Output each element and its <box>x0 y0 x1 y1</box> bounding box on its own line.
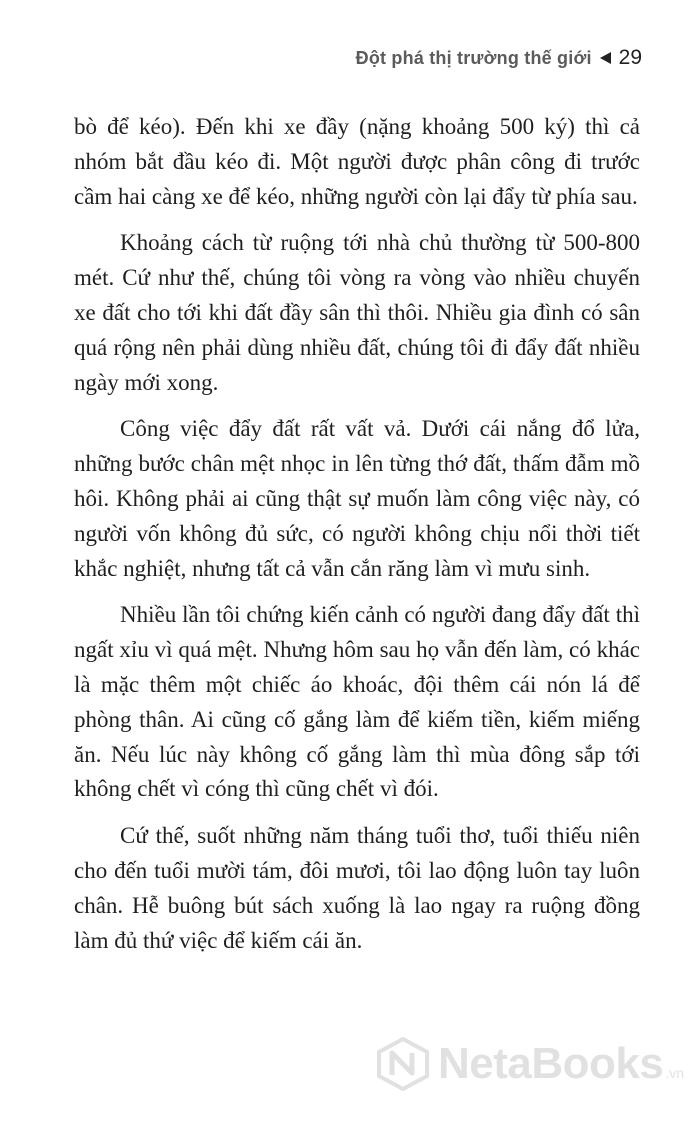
left-arrow-icon <box>600 52 611 64</box>
watermark-domain: .vn <box>665 1065 684 1081</box>
paragraph-2: Khoảng cách từ ruộng tới nhà chủ thường từ 500-800 mét. Cứ như thế, chúng tôi vòng ra vòng vào nhiều chuyến xe đất cho tới khi đất đầy sân thì thôi. Nhiều gia đình có sân quá rộng nên phải dùng nhiều đất, chúng tôi đi đẩy đất nhiều ngày mới xong. <box>74 230 640 395</box>
paragraph-1: bò để kéo). Đến khi xe đầy (nặng khoảng 500 ký) thì cả nhóm bắt đầu kéo đi. Một người được phân công đi trước cầm hai càng xe để kéo, những người còn lại đẩy từ phía sau. <box>74 114 640 209</box>
watermark-brand: NetaBooks <box>437 1039 664 1088</box>
paragraph-5: Cứ thế, suốt những năm tháng tuổi thơ, tuổi thiếu niên cho đến tuổi mười tám, đôi mươi, tôi lao động luôn tay luôn chân. Hễ buông bút sách xuống là lao ngay ra ruộng đồng làm đủ thứ việc để kiếm cái ăn. <box>74 823 640 953</box>
paragraph-3: Công việc đẩy đất rất vất vả. Dưới cái nắng đổ lửa, những bước chân mệt nhọc in lên từng thớ đất, thấm đẫm mồ hôi. Không phải ai cũng thật sự muốn làm công việc này, có người vốn không đủ sức, có người không chịu nổi thời tiết khắc nghiệt, nhưng tất cả vẫn cắn răng làm vì mưu sinh. <box>74 416 640 581</box>
page-number: 29 <box>618 46 642 69</box>
watermark <box>376 1037 684 1091</box>
body-text <box>74 110 640 958</box>
paragraph-4: Nhiều lần tôi chứng kiến cảnh có người đang đẩy đất thì ngất xỉu vì quá mệt. Nhưng hôm sau họ vẫn đến làm, có khác là mặc thêm một chiếc áo khoác, đội thêm cái nón lá để phòng thân. Ai cũng cố gắng làm để kiếm tiền, kiếm miếng ăn. Nếu lúc này không cố gắng làm thì mùa đông sắp tới không chết vì cóng thì cũng chết vì đói. <box>74 602 640 802</box>
netabooks-logo-icon <box>376 1037 430 1091</box>
running-header <box>356 46 642 70</box>
chapter-title: Đột phá thị trường thế giới <box>355 47 592 68</box>
